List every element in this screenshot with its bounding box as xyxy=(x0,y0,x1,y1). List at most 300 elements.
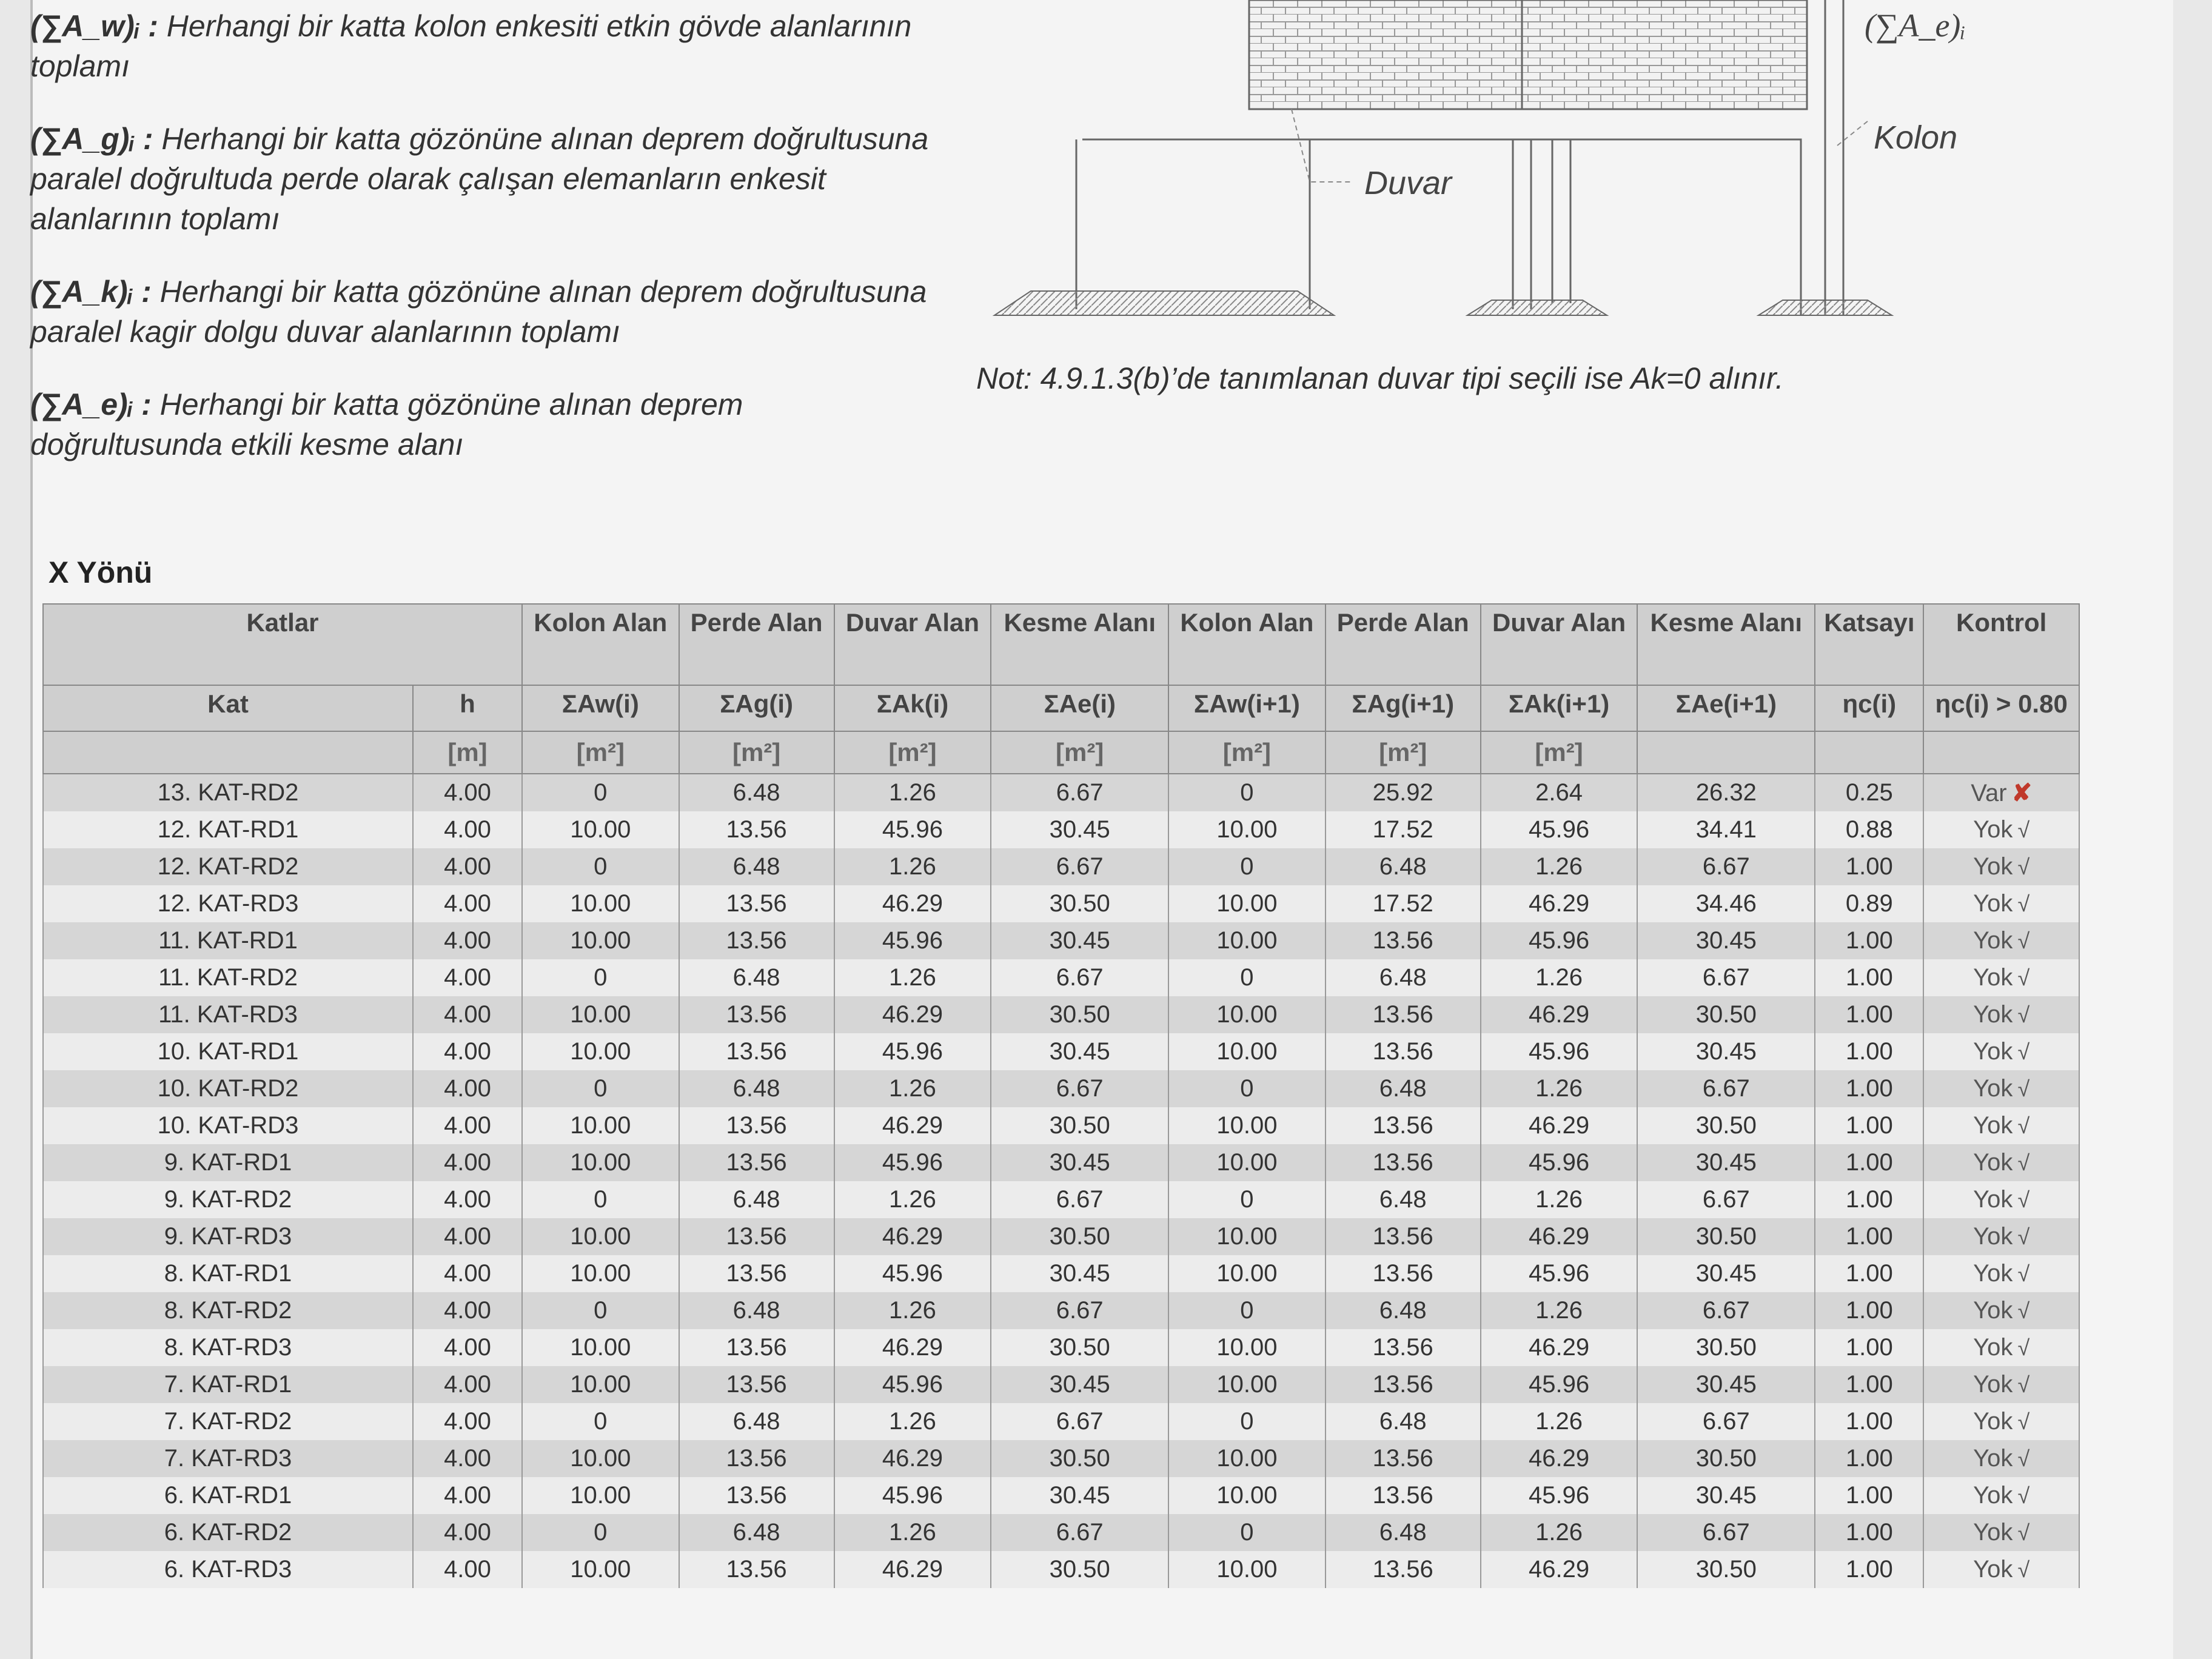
table-cell: 6.48 xyxy=(1326,1403,1481,1440)
table-cell: 6.67 xyxy=(1637,1181,1815,1218)
table-cell: 46.29 xyxy=(1481,885,1638,922)
table-cell: 30.50 xyxy=(1637,1218,1815,1255)
definition-symbol: (∑A_g)ᵢ : xyxy=(30,122,153,156)
table-cell: 30.45 xyxy=(1637,1144,1815,1181)
table-cell: 46.29 xyxy=(834,1440,991,1477)
table-cell: 10.00 xyxy=(522,811,679,848)
header-kontrol: Kontrol xyxy=(1923,604,2079,685)
table-cell: 13.56 xyxy=(1326,996,1481,1033)
table-cell: 46.29 xyxy=(834,1107,991,1144)
control-cell xyxy=(1923,996,2079,1033)
control-cell xyxy=(1923,1033,2079,1070)
check-mark-icon: √ xyxy=(2017,965,2030,990)
table-row xyxy=(43,885,2079,922)
table-cell: 6.48 xyxy=(679,1403,834,1440)
table-cell: 4.00 xyxy=(413,1514,522,1551)
subheader-aw: ΣAw(i) xyxy=(522,685,679,731)
table-cell: 8. KAT-RD3 xyxy=(43,1329,413,1366)
header-kolon-alan-next: Kolon Alan xyxy=(1168,604,1326,685)
check-mark-icon: √ xyxy=(2017,1224,2030,1249)
kolon-label: Kolon xyxy=(1874,119,1958,156)
table-row xyxy=(43,848,2079,885)
sub-header-row xyxy=(43,685,2079,731)
header-katsayi: Katsayı xyxy=(1815,604,1923,685)
table-cell: 1.26 xyxy=(834,1181,991,1218)
table-cell: 10.00 xyxy=(1168,1477,1326,1514)
table-row xyxy=(43,1403,2079,1440)
control-cell xyxy=(1923,1514,2079,1551)
table-cell: 6.48 xyxy=(679,959,834,996)
fail-mark-icon: ✘ xyxy=(2011,779,2033,806)
table-cell: 30.50 xyxy=(1637,1107,1815,1144)
table-cell: 0 xyxy=(522,774,679,811)
table-cell: 4.00 xyxy=(413,1144,522,1181)
table-cell: 13.56 xyxy=(1326,1366,1481,1403)
table-cell: 30.45 xyxy=(1637,1255,1815,1292)
table-cell: 1.26 xyxy=(834,1514,991,1551)
table-cell: 34.46 xyxy=(1637,885,1815,922)
table-cell: 13.56 xyxy=(679,1440,834,1477)
table-cell: 25.92 xyxy=(1326,774,1481,811)
table-cell: 10.00 xyxy=(522,922,679,959)
table-cell: 1.26 xyxy=(834,1292,991,1329)
header-kolon-alan: Kolon Alan xyxy=(522,604,679,685)
control-status: Yok xyxy=(1973,1186,2013,1213)
table-cell: 1.00 xyxy=(1815,1107,1923,1144)
unit-cell xyxy=(1815,731,1923,774)
control-status: Yok xyxy=(1973,1408,2013,1435)
table-row xyxy=(43,1107,2079,1144)
table-cell: 10.00 xyxy=(1168,811,1326,848)
table-cell: 10.00 xyxy=(522,1366,679,1403)
ground-hatch xyxy=(994,291,1892,315)
control-cell xyxy=(1923,1144,2079,1181)
table-cell: 6.48 xyxy=(1326,1292,1481,1329)
table-cell: 6.48 xyxy=(679,1292,834,1329)
subheader-ak: ΣAk(i) xyxy=(834,685,991,731)
table-cell: 7. KAT-RD1 xyxy=(43,1366,413,1403)
table-cell: 10.00 xyxy=(1168,1033,1326,1070)
table-cell: 0 xyxy=(522,1514,679,1551)
table-cell: 1.00 xyxy=(1815,1551,1923,1588)
table-cell: 10.00 xyxy=(522,885,679,922)
table-cell: 45.96 xyxy=(834,1255,991,1292)
header-kesme-alani-next: Kesme Alanı xyxy=(1637,604,1815,685)
table-cell: 30.45 xyxy=(991,1255,1168,1292)
table-cell: 12. KAT-RD2 xyxy=(43,848,413,885)
table-cell: 30.45 xyxy=(991,1366,1168,1403)
table-cell: 13.56 xyxy=(1326,1551,1481,1588)
definition-text: Herhangi bir katta gözönüne alınan deprem doğrultusunda etkili kesme alanı xyxy=(30,387,743,461)
control-status: Yok xyxy=(1973,1112,2013,1139)
check-mark-icon: √ xyxy=(2017,1557,2030,1582)
control-status: Yok xyxy=(1973,1075,2013,1102)
unit-cell: [m²] xyxy=(1168,731,1326,774)
table-cell: 4.00 xyxy=(413,1107,522,1144)
control-cell xyxy=(1923,1181,2079,1218)
check-mark-icon: √ xyxy=(2017,1039,2030,1064)
control-cell xyxy=(1923,1218,2079,1255)
table-row xyxy=(43,1366,2079,1403)
table-cell: 45.96 xyxy=(1481,922,1638,959)
table-cell: 10.00 xyxy=(1168,1329,1326,1366)
table-cell: 45.96 xyxy=(1481,1144,1638,1181)
table-cell: 6.48 xyxy=(679,1514,834,1551)
table-cell: 0 xyxy=(522,959,679,996)
table-cell: 4.00 xyxy=(413,1366,522,1403)
table-cell: 13.56 xyxy=(679,1144,834,1181)
table-row xyxy=(43,996,2079,1033)
table-cell: 30.50 xyxy=(1637,1551,1815,1588)
table-cell: 46.29 xyxy=(834,1329,991,1366)
table-cell: 12. KAT-RD1 xyxy=(43,811,413,848)
table-cell: 1.00 xyxy=(1815,1477,1923,1514)
table-cell: 0 xyxy=(1168,774,1326,811)
table-cell: 9. KAT-RD1 xyxy=(43,1144,413,1181)
table-cell: 6.67 xyxy=(1637,1070,1815,1107)
table-cell: 6.67 xyxy=(991,959,1168,996)
table-cell: 9. KAT-RD2 xyxy=(43,1181,413,1218)
table-cell: 10.00 xyxy=(522,1107,679,1144)
table-cell: 1.00 xyxy=(1815,1144,1923,1181)
table-cell: 6.48 xyxy=(1326,1181,1481,1218)
control-cell xyxy=(1923,1366,2079,1403)
table-cell: 1.00 xyxy=(1815,1218,1923,1255)
header-perde-alan: Perde Alan xyxy=(679,604,834,685)
table-cell: 4.00 xyxy=(413,1255,522,1292)
table-cell: 6.48 xyxy=(1326,1514,1481,1551)
table-cell: 1.00 xyxy=(1815,1255,1923,1292)
table-cell: 30.45 xyxy=(991,922,1168,959)
group-header-row xyxy=(43,604,2079,685)
table-cell: 45.96 xyxy=(1481,1366,1638,1403)
table-cell: 45.96 xyxy=(1481,1033,1638,1070)
control-status: Yok xyxy=(1973,1556,2013,1583)
table-cell: 1.26 xyxy=(834,774,991,811)
table-cell: 13.56 xyxy=(679,811,834,848)
table-cell: 4.00 xyxy=(413,959,522,996)
table-cell: 4.00 xyxy=(413,1181,522,1218)
table-cell: 0 xyxy=(522,1181,679,1218)
control-status: Yok xyxy=(1973,1038,2013,1065)
control-status: Yok xyxy=(1973,1001,2013,1028)
table-cell: 13.56 xyxy=(679,1366,834,1403)
brick-infill xyxy=(1249,0,1807,109)
table-cell: 6.67 xyxy=(991,1181,1168,1218)
table-cell: 17.52 xyxy=(1326,811,1481,848)
table-cell: 30.50 xyxy=(991,996,1168,1033)
table-cell: 1.00 xyxy=(1815,1366,1923,1403)
table-cell: 0.89 xyxy=(1815,885,1923,922)
subheader-kat: Kat xyxy=(43,685,413,731)
table-cell: 10.00 xyxy=(1168,1551,1326,1588)
table-cell: 30.50 xyxy=(991,1218,1168,1255)
table-cell: 4.00 xyxy=(413,774,522,811)
control-status: Yok xyxy=(1973,964,2013,991)
table-cell: 6.67 xyxy=(991,1514,1168,1551)
table-cell: 1.00 xyxy=(1815,1440,1923,1477)
table-cell: 6.67 xyxy=(1637,1292,1815,1329)
subheader-ak-next: ΣAk(i+1) xyxy=(1481,685,1638,731)
table-cell: 10.00 xyxy=(1168,1144,1326,1181)
control-status: Yok xyxy=(1973,1223,2013,1250)
table-cell: 4.00 xyxy=(413,885,522,922)
unit-cell: [m] xyxy=(413,731,522,774)
table-cell: 10. KAT-RD2 xyxy=(43,1070,413,1107)
definition-text: Herhangi bir katta gözönüne alınan deprem doğrultusuna paralel kagir dolgu duvar alanlarının toplamı xyxy=(30,275,927,349)
table-cell: 30.50 xyxy=(991,1329,1168,1366)
table-cell: 13.56 xyxy=(1326,1107,1481,1144)
definition-symbol: (∑A_w)ᵢ : xyxy=(30,9,158,43)
table-cell: 6.48 xyxy=(1326,848,1481,885)
table-cell: 45.96 xyxy=(834,1366,991,1403)
note-text: Not: 4.9.1.3(b)’de tanımlanan duvar tipi seçili ise Ak=0 alınır. xyxy=(976,361,1784,395)
table-cell: 7. KAT-RD3 xyxy=(43,1440,413,1477)
control-cell xyxy=(1923,811,2079,848)
unit-cell: [m²] xyxy=(522,731,679,774)
control-cell xyxy=(1923,1255,2079,1292)
control-cell xyxy=(1923,1477,2079,1514)
table-cell: 10.00 xyxy=(1168,1440,1326,1477)
table-row xyxy=(43,1181,2079,1218)
table-cell: 6.67 xyxy=(1637,1514,1815,1551)
table-cell: 0 xyxy=(522,848,679,885)
unit-cell xyxy=(1923,731,2079,774)
table-cell: 13.56 xyxy=(1326,1255,1481,1292)
header-duvar-alan: Duvar Alan xyxy=(834,604,991,685)
table-cell: 45.96 xyxy=(834,922,991,959)
table-cell: 10.00 xyxy=(522,1477,679,1514)
definitions xyxy=(30,6,940,497)
table-row xyxy=(43,1551,2079,1588)
table-cell: 30.45 xyxy=(991,1033,1168,1070)
table-cell: 0 xyxy=(522,1403,679,1440)
table-cell: 6.67 xyxy=(1637,959,1815,996)
table-cell: 4.00 xyxy=(413,1477,522,1514)
unit-cell: [m²] xyxy=(1481,731,1638,774)
table-cell: 6. KAT-RD3 xyxy=(43,1551,413,1588)
table-cell: 46.29 xyxy=(1481,1329,1638,1366)
table-cell: 1.26 xyxy=(1481,1514,1638,1551)
control-status: Yok xyxy=(1973,1297,2013,1324)
table-row xyxy=(43,1070,2079,1107)
table-cell: 46.29 xyxy=(834,885,991,922)
table-cell: 13.56 xyxy=(679,1477,834,1514)
table-cell: 13.56 xyxy=(1326,1440,1481,1477)
table-cell: 4.00 xyxy=(413,1218,522,1255)
table-cell: 6.67 xyxy=(991,1403,1168,1440)
check-mark-icon: √ xyxy=(2017,1076,2030,1101)
control-cell xyxy=(1923,1292,2079,1329)
table-cell: 0 xyxy=(1168,1292,1326,1329)
table-cell: 6.67 xyxy=(991,848,1168,885)
table-cell: 46.29 xyxy=(834,1218,991,1255)
subheader-ag-next: ΣAg(i+1) xyxy=(1326,685,1481,731)
table-cell: 10.00 xyxy=(522,996,679,1033)
table-row xyxy=(43,1440,2079,1477)
definition-aw xyxy=(30,6,940,86)
control-status: Yok xyxy=(1973,1482,2013,1509)
table-cell: 1.26 xyxy=(1481,1292,1638,1329)
table-cell: 45.96 xyxy=(834,1033,991,1070)
table-cell: 13.56 xyxy=(679,1255,834,1292)
table-cell: 34.41 xyxy=(1637,811,1815,848)
table-cell: 6.67 xyxy=(991,1292,1168,1329)
table-cell: 10. KAT-RD1 xyxy=(43,1033,413,1070)
check-mark-icon: √ xyxy=(2017,1520,2030,1545)
control-cell xyxy=(1923,1403,2079,1440)
header-kesme-alani: Kesme Alanı xyxy=(991,604,1168,685)
table-cell: 13.56 xyxy=(679,1329,834,1366)
table-cell: 17.52 xyxy=(1326,885,1481,922)
table-cell: 6.67 xyxy=(991,774,1168,811)
table-cell: 30.45 xyxy=(1637,1366,1815,1403)
table-cell: 10.00 xyxy=(1168,922,1326,959)
table-cell: 6.67 xyxy=(1637,1403,1815,1440)
control-cell xyxy=(1923,1107,2079,1144)
table-cell: 0 xyxy=(1168,1181,1326,1218)
table-cell: 2.64 xyxy=(1481,774,1638,811)
control-cell xyxy=(1923,922,2079,959)
check-mark-icon: √ xyxy=(2017,1409,2030,1434)
table-cell: 4.00 xyxy=(413,1329,522,1366)
unit-cell: [m²] xyxy=(991,731,1168,774)
table-cell: 11. KAT-RD2 xyxy=(43,959,413,996)
section-title: X Yönü xyxy=(49,555,153,589)
unit-cell: [m²] xyxy=(1326,731,1481,774)
table-cell: 10.00 xyxy=(522,1329,679,1366)
table-cell: 12. KAT-RD3 xyxy=(43,885,413,922)
table-cell: 45.96 xyxy=(1481,1477,1638,1514)
table-cell: 45.96 xyxy=(1481,1255,1638,1292)
table-cell: 1.00 xyxy=(1815,1033,1923,1070)
table-cell: 4.00 xyxy=(413,1440,522,1477)
control-cell xyxy=(1923,959,2079,996)
table-cell: 6.67 xyxy=(1637,848,1815,885)
table-cell: 46.29 xyxy=(1481,996,1638,1033)
control-cell xyxy=(1923,774,2079,811)
table-cell: 1.00 xyxy=(1815,848,1923,885)
header-perde-alan-next: Perde Alan xyxy=(1326,604,1481,685)
table-cell: 8. KAT-RD1 xyxy=(43,1255,413,1292)
stiffness-table xyxy=(42,603,2080,1588)
header-duvar-alan-next: Duvar Alan xyxy=(1481,604,1638,685)
table-cell: 13.56 xyxy=(679,885,834,922)
check-mark-icon: √ xyxy=(2017,854,2030,879)
table-cell: 1.00 xyxy=(1815,1514,1923,1551)
table-cell: 1.00 xyxy=(1815,1292,1923,1329)
table-cell: 10.00 xyxy=(1168,885,1326,922)
table-cell: 6.48 xyxy=(679,1181,834,1218)
table-cell: 46.29 xyxy=(834,996,991,1033)
control-status: Yok xyxy=(1973,853,2013,880)
table-cell: 10.00 xyxy=(522,1144,679,1181)
table-cell: 13.56 xyxy=(1326,1329,1481,1366)
table-cell: 45.96 xyxy=(834,1477,991,1514)
table-cell: 4.00 xyxy=(413,848,522,885)
table-cell: 1.00 xyxy=(1815,1403,1923,1440)
table-cell: 13.56 xyxy=(1326,1477,1481,1514)
table-row xyxy=(43,811,2079,848)
table-cell: 10.00 xyxy=(522,1255,679,1292)
table-row xyxy=(43,1292,2079,1329)
table-cell: 13.56 xyxy=(1326,1144,1481,1181)
control-cell xyxy=(1923,1070,2079,1107)
table-cell: 6.48 xyxy=(1326,959,1481,996)
table-cell: 30.50 xyxy=(991,1551,1168,1588)
table-cell: 1.00 xyxy=(1815,1181,1923,1218)
check-mark-icon: √ xyxy=(2017,1187,2030,1212)
table-cell: 30.45 xyxy=(1637,922,1815,959)
control-status: Yok xyxy=(1973,1334,2013,1361)
table-row xyxy=(43,1218,2079,1255)
subheader-aw-next: ΣAw(i+1) xyxy=(1168,685,1326,731)
check-mark-icon: √ xyxy=(2017,1002,2030,1027)
subheader-ae-next: ΣAe(i+1) xyxy=(1637,685,1815,731)
control-cell xyxy=(1923,1551,2079,1588)
table-cell: 30.45 xyxy=(1637,1477,1815,1514)
table-cell: 6.48 xyxy=(1326,1070,1481,1107)
table-row xyxy=(43,1255,2079,1292)
check-mark-icon: √ xyxy=(2017,1483,2030,1508)
table-cell: 45.96 xyxy=(1481,811,1638,848)
table-cell: 6.48 xyxy=(679,1070,834,1107)
subheader-eta: ηc(i) xyxy=(1815,685,1923,731)
table-cell: 13.56 xyxy=(679,922,834,959)
table-cell: 45.96 xyxy=(834,1144,991,1181)
table-cell: 13.56 xyxy=(1326,922,1481,959)
table-cell: 4.00 xyxy=(413,811,522,848)
table-cell: 13.56 xyxy=(679,1218,834,1255)
unit-cell xyxy=(43,731,413,774)
unit-cell: [m²] xyxy=(679,731,834,774)
table-cell: 13.56 xyxy=(679,1033,834,1070)
table-cell: 30.50 xyxy=(1637,1440,1815,1477)
table-cell: 10.00 xyxy=(522,1440,679,1477)
table-cell: 4.00 xyxy=(413,1033,522,1070)
table-cell: 30.50 xyxy=(991,885,1168,922)
subheader-control: ηc(i) > 0.80 xyxy=(1923,685,2079,731)
table-cell: 0 xyxy=(522,1070,679,1107)
check-mark-icon: √ xyxy=(2017,1150,2030,1175)
table-cell: 0 xyxy=(1168,1403,1326,1440)
control-status: Yok xyxy=(1973,816,2013,843)
table-cell: 7. KAT-RD2 xyxy=(43,1403,413,1440)
table-cell: 4.00 xyxy=(413,1403,522,1440)
table-cell: 1.00 xyxy=(1815,959,1923,996)
table-cell: 10.00 xyxy=(522,1033,679,1070)
table-cell: 0 xyxy=(522,1292,679,1329)
table-cell: 10.00 xyxy=(1168,996,1326,1033)
table-cell: 30.50 xyxy=(991,1440,1168,1477)
check-mark-icon: √ xyxy=(2017,1372,2030,1397)
table-cell: 1.00 xyxy=(1815,1329,1923,1366)
table-cell: 1.26 xyxy=(834,959,991,996)
definition-ag xyxy=(30,119,940,239)
check-mark-icon: √ xyxy=(2017,1298,2030,1323)
table-cell: 10.00 xyxy=(1168,1218,1326,1255)
table-cell: 0 xyxy=(1168,848,1326,885)
table-cell: 13. KAT-RD2 xyxy=(43,774,413,811)
table-cell: 46.29 xyxy=(1481,1218,1638,1255)
table-cell: 30.50 xyxy=(991,1107,1168,1144)
table-cell: 0 xyxy=(1168,1070,1326,1107)
unit-cell xyxy=(1637,731,1815,774)
table-cell: 4.00 xyxy=(413,922,522,959)
table-cell: 4.00 xyxy=(413,1292,522,1329)
table-cell: 0 xyxy=(1168,1514,1326,1551)
unit-cell: [m²] xyxy=(834,731,991,774)
